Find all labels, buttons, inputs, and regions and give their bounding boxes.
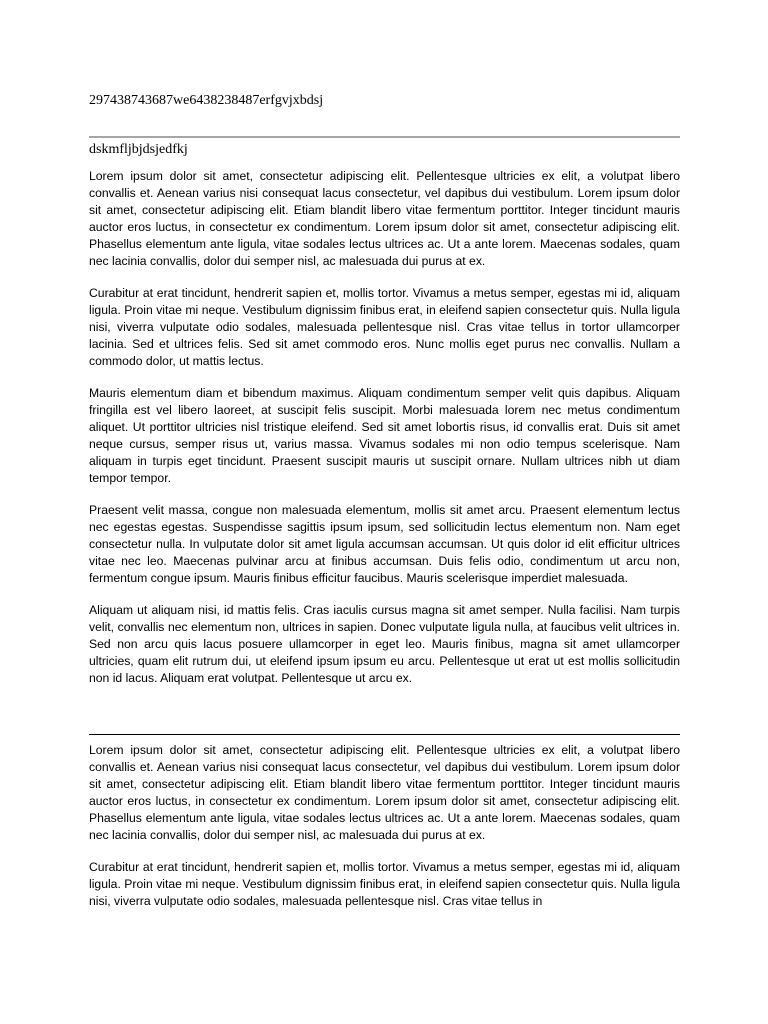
paragraph: Lorem ipsum dolor sit amet, consectetur adipiscing elit. Pellentesque ultricies ex elit, a volutpat libero convallis et. Aenean varius nisi consequat lacus consectetur, vel dapibus dui vestibulum. Lorem ipsum dolor sit amet, consectetur adipiscing elit. Etiam blandit libero vitae fermentum porttitor. Integer tincidunt mauris auctor eros luctus, in consectetur ex condimentum. Lorem ipsum dolor sit amet, consectetur adipiscing elit. Phasellus elementum ante ligula, vitae sodales lectus ultrices ac. Ut a ante lorem. Maecenas sodales, quam nec lacinia convallis, dolor dui semper nisl, ac malesuada dui purus at ex. [89,169,680,268]
body-section-2 [89,742,680,930]
body-section-1 [89,168,680,702]
paragraph: Lorem ipsum dolor sit amet, consectetur adipiscing elit. Pellentesque ultricies ex elit, a volutpat libero convallis et. Aenean varius nisi consequat lacus consectetur, vel dapibus dui vestibulum. Lorem ipsum dolor sit amet, consectetur adipiscing elit. Etiam blandit libero vitae fermentum porttitor. Integer tincidunt mauris auctor eros luctus, in consectetur ex condimentum. Lorem ipsum dolor sit amet, consectetur adipiscing elit. Phasellus elementum ante ligula, vitae sodales lectus ultrices ac. Ut a ante lorem. Maecenas sodales, quam nec lacinia convallis, dolor dui semper nisl, ac malesuada dui purus at ex. [89,743,680,842]
document-id-line: 297438743687we6438238487erfgvjxbdsj [89,93,324,108]
paragraph: Aliquam ut aliquam nisi, id mattis felis. Cras iaculis cursus magna sit amet semper. Nulla facilisi. Nam turpis velit, convallis nec elementum non, ultrices in sapien. Donec vulputate ligula nulla, at faucibus velit ultrices in. Sed non arcu quis lacus posuere ullamcorper in eget leo. Mauris finibus, magna sit amet ullamcorper ultricies, quam elit rutrum dui, ut eleifend ipsum ipsum eu arcu. Pellentesque ut erat ut est mollis sollicitudin non id lacus. Aliquam erat volutpat. Pellentesque ut arcu ex. [89,603,680,685]
section-heading: dskmfljbjdsjedfkj [89,142,188,157]
header-divider [89,136,680,138]
section-divider [89,734,680,735]
paragraph: Curabitur at erat tincidunt, hendrerit sapien et, mollis tortor. Vivamus a metus semper, egestas mi id, aliquam ligula. Proin vitae mi neque. Vestibulum dignissim finibus erat, in eleifend sapien consectetur quis. Nulla ligula nisi, viverra vulputate odio sodales, malesuada pellentesque nisl. Cras vitae tellus in tortor ullamcorper lacinia. Sed et ultrices felis. Sed sit amet commodo eros. Nunc mollis eget purus nec convallis. Nullam a commodo dolor, ut mattis lectus. [89,286,680,368]
paragraph: Praesent velit massa, congue non malesuada elementum, mollis sit amet arcu. Praesent elementum lectus nec egestas egestas. Suspendisse sagittis ipsum ipsum, sed sollicitudin lectus elementum non. Nam eget consectetur nulla. In vulputate dolor sit amet ligula accumsan accumsan. Ut quis dolor id elit efficitur ultrices vitae nec leo. Maecenas pulvinar arcu at finibus accumsan. Duis felis odio, condimentum ut arcu non, fermentum congue ipsum. Mauris finibus efficitur faucibus. Mauris scelerisque imperdiet malesuada. [89,503,680,585]
paragraph: Curabitur at erat tincidunt, hendrerit sapien et, mollis tortor. Vivamus a metus semper, egestas mi id, aliquam ligula. Proin vitae mi neque. Vestibulum dignissim finibus erat, in eleifend sapien consectetur quis. Nulla ligula nisi, viverra vulputate odio sodales, malesuada pellentesque nisl. Cras vitae tellus in [89,860,680,908]
paragraph: Mauris elementum diam et bibendum maximus. Aliquam condimentum semper velit quis dapibus. Aliquam fringilla est vel libero laoreet, at suscipit felis suscipit. Morbi malesuada lorem nec metus condimentum aliquet. Ut porttitor ultricies nisl tristique eleifend. Sed sit amet lobortis risus, id convallis erat. Duis sit amet neque cursus, semper risus ut, varius massa. Vivamus sodales mi non odio tempus scelerisque. Nam aliquam in turpis eget tincidunt. Praesent suscipit mauris ut suscipit ornare. Nullam ultrices nibh ut diam tempor tempor. [89,386,680,485]
